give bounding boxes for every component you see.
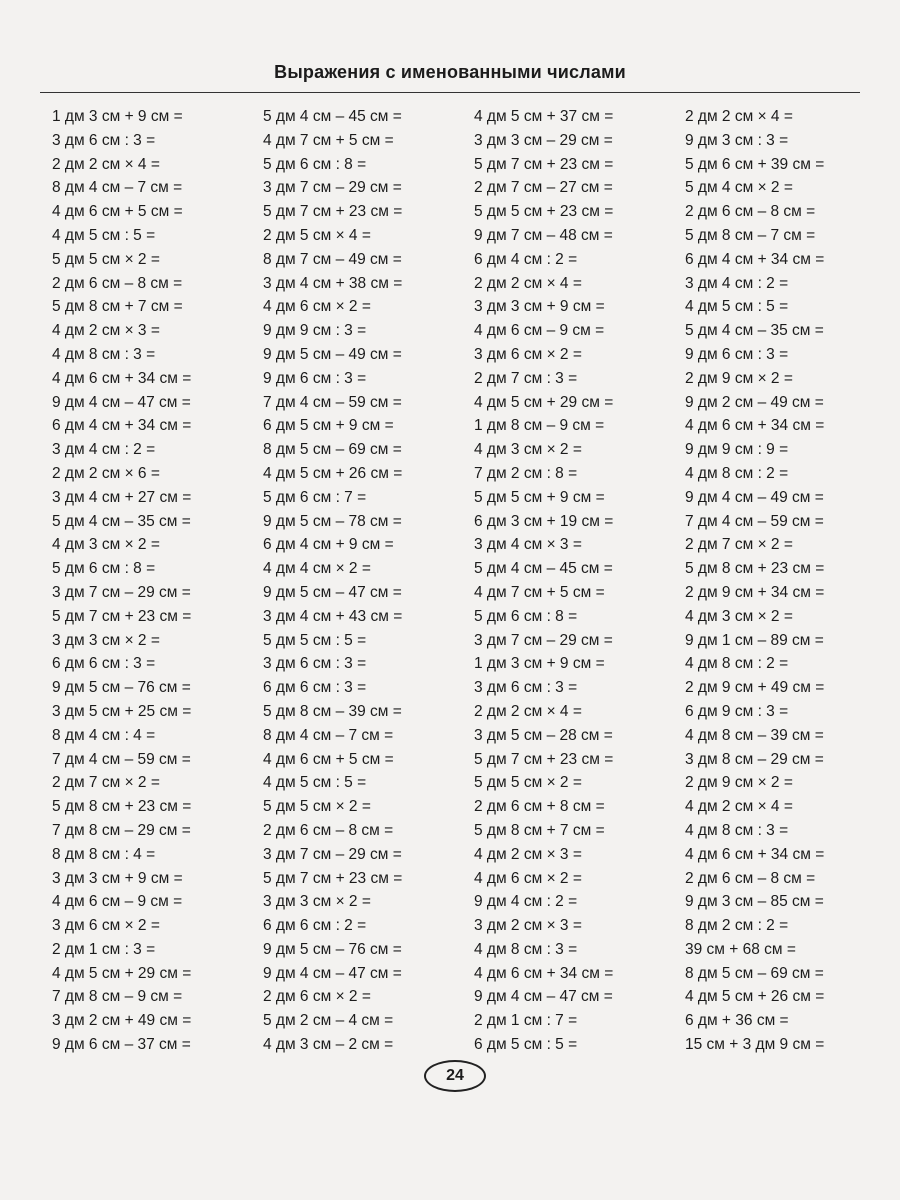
expression-item: 8 дм 5 см – 69 см = (263, 441, 402, 459)
expression-item: 3 дм 8 см – 29 см = (685, 750, 824, 768)
expression-item: 5 дм 7 см + 23 см = (52, 607, 192, 625)
expression-item: 4 дм 8 см – 39 см = (685, 726, 824, 744)
expression-item: 4 дм 8 см : 3 = (474, 940, 578, 958)
expression-item: 5 дм 8 см – 39 см = (263, 702, 402, 720)
expression-item: 6 дм 6 см : 2 = (263, 917, 367, 935)
expression-item: 4 дм 5 см + 29 см = (474, 393, 614, 411)
expression-item: 3 дм 3 см – 29 см = (474, 131, 613, 149)
expression-item: 4 дм 3 см × 2 = (474, 441, 582, 459)
expression-item: 3 дм 7 см – 29 см = (263, 845, 402, 863)
expression-item: 2 дм 6 см × 2 = (263, 988, 371, 1006)
page-number: 24 (424, 1060, 486, 1092)
expression-item: 5 дм 6 см : 7 = (263, 488, 367, 506)
expression-item: 7 дм 8 см – 9 см = (52, 988, 183, 1006)
expression-item: 5 дм 6 см : 8 = (474, 607, 578, 625)
expression-item: 3 дм 3 см + 9 см = (52, 869, 183, 887)
expression-item: 9 дм 4 см – 47 см = (52, 393, 191, 411)
expression-item: 2 дм 1 см : 7 = (474, 1012, 578, 1030)
expression-item: 4 дм 6 см – 9 см = (52, 893, 183, 911)
expression-item: 9 дм 4 см – 47 см = (474, 988, 613, 1006)
expression-item: 5 дм 6 см + 39 см = (685, 155, 825, 173)
expression-item: 1 дм 3 см + 9 см = (474, 655, 605, 673)
expression-item: 3 дм 3 см × 2 = (263, 893, 371, 911)
expression-item: 6 дм 9 см : 3 = (685, 702, 789, 720)
expression-item: 7 дм 4 см – 59 см = (263, 393, 402, 411)
expression-item: 5 дм 4 см – 45 см = (474, 560, 613, 578)
expression-item: 8 дм 7 см – 49 см = (263, 250, 402, 268)
expression-item: 7 дм 2 см : 8 = (474, 464, 578, 482)
expression-item: 3 дм 4 см + 43 см = (263, 607, 403, 625)
expression-item: 5 дм 5 см × 2 = (263, 798, 371, 816)
exercise-grid (52, 105, 862, 1057)
expression-item: 4 дм 6 см × 2 = (474, 869, 582, 887)
expression-item: 9 дм 4 см – 47 см = (263, 964, 402, 982)
expression-item: 5 дм 8 см + 7 см = (52, 298, 183, 316)
expression-item: 5 дм 8 см – 7 см = (685, 226, 816, 244)
expression-item: 5 дм 8 см + 23 см = (685, 560, 825, 578)
expression-item: 2 дм 6 см – 8 см = (263, 821, 394, 839)
expression-item: 9 дм 5 см – 47 см = (263, 583, 402, 601)
expression-item: 4 дм 5 см : 5 = (52, 226, 156, 244)
expression-item: 4 дм 5 см + 26 см = (685, 988, 825, 1006)
expression-item: 2 дм 2 см × 6 = (52, 464, 160, 482)
expression-item: 9 дм 4 см – 49 см = (685, 488, 824, 506)
expression-item: 2 дм 5 см × 4 = (263, 226, 371, 244)
expression-item: 6 дм 5 см : 5 = (474, 1036, 578, 1054)
expression-item: 3 дм 4 см × 3 = (474, 536, 582, 554)
expression-item: 3 дм 7 см – 29 см = (474, 631, 613, 649)
expression-item: 9 дм 6 см : 3 = (685, 345, 789, 363)
expression-item: 3 дм 4 см : 2 = (52, 441, 156, 459)
expression-item: 8 дм 2 см : 2 = (685, 917, 789, 935)
expression-item: 6 дм 5 см + 9 см = (263, 417, 394, 435)
expression-item: 8 дм 5 см – 69 см = (685, 964, 824, 982)
expression-item: 4 дм 2 см × 3 = (474, 845, 582, 863)
expression-item: 4 дм 6 см + 34 см = (52, 369, 192, 387)
expression-item: 2 дм 7 см × 2 = (685, 536, 793, 554)
expression-item: 3 дм 5 см + 25 см = (52, 702, 192, 720)
expression-item: 9 дм 3 см : 3 = (685, 131, 789, 149)
expression-item: 5 дм 7 см + 23 см = (474, 750, 614, 768)
exercise-column-2 (263, 105, 474, 1057)
expression-item: 4 дм 2 см × 4 = (685, 798, 793, 816)
expression-item: 4 дм 8 см : 3 = (52, 345, 156, 363)
expression-item: 39 см + 68 см = (685, 940, 796, 958)
expression-item: 6 дм 6 см : 3 = (52, 655, 156, 673)
expression-item: 7 дм 4 см – 59 см = (52, 750, 191, 768)
expression-item: 15 см + 3 дм 9 см = (685, 1036, 825, 1054)
expression-item: 3 дм 5 см – 28 см = (474, 726, 613, 744)
expression-item: 9 дм 9 см : 9 = (685, 441, 789, 459)
expression-item: 5 дм 5 см × 2 = (474, 774, 582, 792)
expression-item: 2 дм 9 см + 49 см = (685, 679, 825, 697)
expression-item: 4 дм 2 см × 3 = (52, 322, 160, 340)
expression-item: 3 дм 6 см × 2 = (474, 345, 582, 363)
expression-item: 2 дм 7 см × 2 = (52, 774, 160, 792)
expression-item: 2 дм 6 см – 8 см = (52, 274, 183, 292)
expression-item: 3 дм 4 см : 2 = (685, 274, 789, 292)
expression-item: 8 дм 8 см : 4 = (52, 845, 156, 863)
expression-item: 4 дм 6 см – 9 см = (474, 322, 605, 340)
expression-item: 9 дм 6 см : 3 = (263, 369, 367, 387)
expression-item: 9 дм 5 см – 78 см = (263, 512, 402, 530)
expression-item: 1 дм 8 см – 9 см = (474, 417, 605, 435)
expression-item: 5 дм 7 см + 23 см = (263, 869, 403, 887)
expression-item: 2 дм 2 см × 4 = (52, 155, 160, 173)
exercise-column-1 (52, 105, 263, 1057)
expression-item: 2 дм 6 см + 8 см = (474, 798, 605, 816)
expression-item: 7 дм 8 см – 29 см = (52, 821, 191, 839)
expression-item: 5 дм 6 см : 8 = (52, 560, 156, 578)
expression-item: 9 дм 5 см – 76 см = (263, 940, 402, 958)
expression-item: 2 дм 6 см – 8 см = (685, 869, 816, 887)
expression-item: 4 дм 8 см : 3 = (685, 821, 789, 839)
exercise-column-4 (685, 105, 862, 1057)
expression-item: 2 дм 7 см : 3 = (474, 369, 578, 387)
expression-item: 6 дм 3 см + 19 см = (474, 512, 614, 530)
expression-item: 4 дм 6 см + 5 см = (52, 203, 183, 221)
expression-item: 9 дм 5 см – 49 см = (263, 345, 402, 363)
expression-item: 3 дм 2 см × 3 = (474, 917, 582, 935)
expression-item: 4 дм 7 см + 5 см = (474, 583, 605, 601)
expression-item: 2 дм 7 см – 27 см = (474, 179, 613, 197)
expression-item: 9 дм 6 см – 37 см = (52, 1036, 191, 1054)
expression-item: 6 дм 4 см + 34 см = (52, 417, 192, 435)
expression-item: 4 дм 6 см + 34 см = (685, 417, 825, 435)
expression-item: 2 дм 9 см × 2 = (685, 369, 793, 387)
expression-item: 2 дм 9 см × 2 = (685, 774, 793, 792)
expression-item: 3 дм 3 см + 9 см = (474, 298, 605, 316)
expression-item: 6 дм + 36 см = (685, 1012, 789, 1030)
expression-item: 4 дм 6 см × 2 = (263, 298, 371, 316)
expression-item: 5 дм 5 см × 2 = (52, 250, 160, 268)
expression-item: 2 дм 2 см × 4 = (685, 108, 793, 125)
expression-item: 6 дм 4 см + 34 см = (685, 250, 825, 268)
expression-item: 4 дм 5 см + 26 см = (263, 464, 403, 482)
expression-item: 3 дм 6 см × 2 = (52, 917, 160, 935)
expression-item: 3 дм 4 см + 27 см = (52, 488, 192, 506)
expression-item: 5 дм 4 см – 35 см = (52, 512, 191, 530)
expression-item: 5 дм 2 см – 4 см = (263, 1012, 394, 1030)
expression-item: 4 дм 6 см + 34 см = (685, 845, 825, 863)
expression-item: 3 дм 4 см + 38 см = (263, 274, 403, 292)
expression-item: 6 дм 4 см : 2 = (474, 250, 578, 268)
expression-item: 3 дм 6 см : 3 = (474, 679, 578, 697)
expression-item: 4 дм 4 см × 2 = (263, 560, 371, 578)
expression-item: 5 дм 8 см + 23 см = (52, 798, 192, 816)
expression-item: 4 дм 6 см + 5 см = (263, 750, 394, 768)
expression-item: 3 дм 3 см × 2 = (52, 631, 160, 649)
expression-item: 2 дм 2 см × 4 = (474, 274, 582, 292)
expression-item: 3 дм 6 см : 3 = (52, 131, 156, 149)
expression-item: 2 дм 2 см × 4 = (474, 702, 582, 720)
expression-item: 4 дм 3 см × 2 = (52, 536, 160, 554)
expression-item: 8 дм 4 см – 7 см = (52, 179, 183, 197)
expression-item: 8 дм 4 см : 4 = (52, 726, 156, 744)
expression-item: 4 дм 6 см + 34 см = (474, 964, 614, 982)
expression-item: 3 дм 6 см : 3 = (263, 655, 367, 673)
expression-item: 9 дм 9 см : 3 = (263, 322, 367, 340)
expression-item: 5 дм 7 см + 23 см = (474, 155, 614, 173)
expression-item: 2 дм 9 см + 34 см = (685, 583, 825, 601)
expression-item: 5 дм 4 см – 35 см = (685, 322, 824, 340)
expression-item: 3 дм 7 см – 29 см = (52, 583, 191, 601)
expression-item: 3 дм 7 см – 29 см = (263, 179, 402, 197)
expression-item: 9 дм 4 см : 2 = (474, 893, 578, 911)
expression-item: 4 дм 5 см : 5 = (685, 298, 789, 316)
expression-item: 5 дм 5 см : 5 = (263, 631, 367, 649)
expression-item: 5 дм 5 см + 9 см = (474, 488, 605, 506)
expression-item: 9 дм 1 см – 89 см = (685, 631, 824, 649)
expression-item: 1 дм 3 см + 9 см = (52, 108, 183, 125)
expression-item: 9 дм 2 см – 49 см = (685, 393, 824, 411)
expression-item: 5 дм 6 см : 8 = (263, 155, 367, 173)
expression-item: 9 дм 5 см – 76 см = (52, 679, 191, 697)
expression-item: 5 дм 7 см + 23 см = (263, 203, 403, 221)
expression-item: 8 дм 4 см – 7 см = (263, 726, 394, 744)
expression-item: 7 дм 4 см – 59 см = (685, 512, 824, 530)
expression-item: 5 дм 4 см – 45 см = (263, 108, 402, 125)
expression-item: 4 дм 5 см + 29 см = (52, 964, 192, 982)
expression-item: 9 дм 3 см – 85 см = (685, 893, 824, 911)
expression-item: 4 дм 3 см × 2 = (685, 607, 793, 625)
expression-item: 2 дм 6 см – 8 см = (685, 203, 816, 221)
expression-item: 4 дм 5 см + 37 см = (474, 108, 614, 125)
expression-item: 6 дм 4 см + 9 см = (263, 536, 394, 554)
expression-item: 5 дм 5 см + 23 см = (474, 203, 614, 221)
expression-item: 9 дм 7 см – 48 см = (474, 226, 613, 244)
expression-item: 6 дм 6 см : 3 = (263, 679, 367, 697)
expression-item: 4 дм 7 см + 5 см = (263, 131, 394, 149)
expression-item: 4 дм 8 см : 2 = (685, 464, 789, 482)
title-divider (40, 92, 860, 93)
expression-item: 5 дм 4 см × 2 = (685, 179, 793, 197)
expression-item: 4 дм 3 см – 2 см = (263, 1036, 394, 1054)
expression-item: 4 дм 5 см : 5 = (263, 774, 367, 792)
expression-item: 2 дм 1 см : 3 = (52, 940, 156, 958)
exercise-column-3 (474, 105, 685, 1057)
expression-item: 3 дм 2 см + 49 см = (52, 1012, 192, 1030)
expression-item: 5 дм 8 см + 7 см = (474, 821, 605, 839)
expression-item: 4 дм 8 см : 2 = (685, 655, 789, 673)
page-title: Выражения с именованными числами (274, 62, 626, 82)
